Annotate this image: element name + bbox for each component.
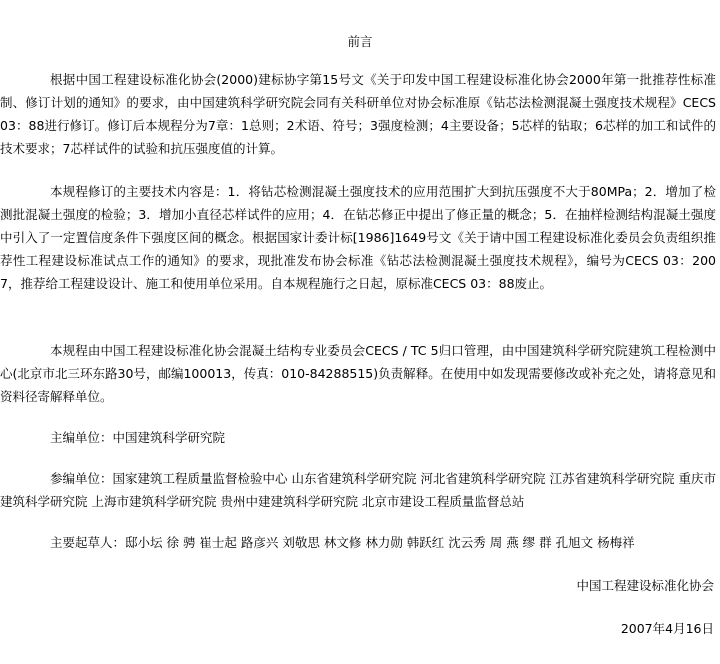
main-drafters: 主要起草人：邸小坛 徐 骋 崔士起 路彦兴 刘敬思 林文修 林力勋 韩跃红 沈云秀 周 燕 缪 群 孔旭文 杨梅祥 (50, 535, 635, 550)
issuing-organization: 中国工程建设标准化协会 (576, 578, 714, 593)
chief-editor-unit: 主编单位：中国建筑科学研究院 (50, 430, 226, 445)
document-title: 前言 (347, 34, 373, 49)
preface-paragraph-2: 本规程修订的主要技术内容是：1．将钻芯检测混凝土强度技术的应用范围扩大到抗压强度不大于80MPa；2．增加了检测批混凝土强度的检验；3．增加小直径芯样试件的应用；4．在钻芯修正中提出了修正量的概念；5．在抽样检测结构混凝土强度中引入了一定置信度条件下强度区间的概念。根据国家计委计标[1986]1649号文《关于请中国工程建设标准化委员会负责组织推荐性工程建设标准试点工作的通知》的要求，现批准发布协会标准《钻芯法检测混凝土强度技术规程》，编号为CECS 03：2007，推荐给工程建设设计、施工和使用单位采用。自本规程施行之日起，原标准CECS 03：88废止。 (0, 184, 716, 291)
preface-paragraph-1: 根据中国工程建设标准化协会(2000)建标协字第15号文《关于印发中国工程建设标准化协会2000年第一批推荐性标准制、修订计划的通知》的要求，由中国建筑科学研究院会同有关科研单位对协会标准原《钻芯法检测混凝土强度技术规程》CECS 03：88进行修订。修订后本规程分为7章：1总则；2术语、符号；3强度检测；4主要设备；5芯样的钻取；6芯样的加工和试件的技术要求；7芯样试件的试验和抗压强度值的计算。 (0, 72, 716, 156)
issue-date: 2007年4月16日 (620, 621, 714, 636)
participating-units: 参编单位：国家建筑工程质量监督检验中心 山东省建筑科学研究院 河北省建筑科学研究院 江苏省建筑科学研究院 重庆市建筑科学研究院 上海市建筑科学研究院 贵州中建建筑科学研究院 北京市建设工程质量监督总站 (0, 471, 716, 509)
preface-paragraph-3: 本规程由中国工程建设标准化协会混凝土结构专业委员会CECS / TC 5归口管理，由中国建筑科学研究院建筑工程检测中心(北京市北三环东路30号，邮编100013，传真：010-84288515)负责解释。在使用中如发现需要修改或补充之处，请将意见和资料径寄解释单位。 (0, 343, 716, 404)
